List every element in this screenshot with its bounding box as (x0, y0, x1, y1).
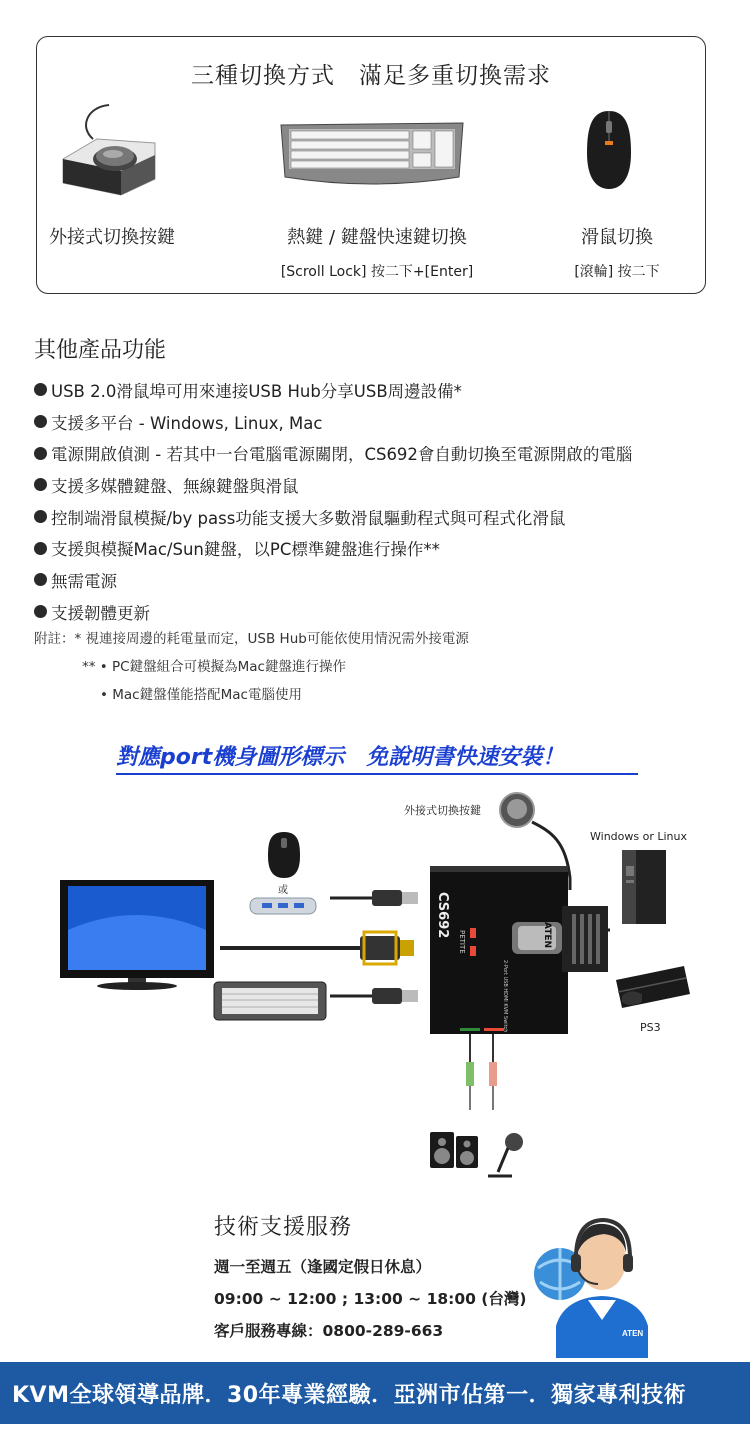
support-title: 技術支援服務 (214, 1215, 353, 1240)
support-time: 09:00 ~ 12:00 ; 13:00 ~ 18:00 (台灣) (214, 1290, 527, 1308)
bullet-icon (34, 383, 47, 396)
features-heading: 其他產品功能 (34, 338, 167, 363)
ps3-label: PS3 (640, 1021, 661, 1034)
connection-diagram (0, 780, 750, 1190)
small-keyboard-icon (214, 982, 326, 1020)
features-list (34, 374, 632, 628)
bullet-icon (34, 605, 47, 618)
support-agent-illustration (526, 1208, 676, 1358)
or-label: 或 (278, 885, 288, 896)
speakers-icon (430, 1132, 478, 1168)
remote-switch-image (57, 97, 167, 197)
support-hotline: 客戶服務專線：0800-289-663 (214, 1322, 444, 1340)
ps3-icon (616, 966, 690, 1008)
feature-item (34, 501, 632, 533)
method-hotkey (227, 223, 527, 281)
bullet-icon (34, 542, 47, 555)
feature-item (34, 564, 632, 596)
method-mouse (537, 223, 697, 281)
method-hotkey-sub: [Scroll Lock] 按二下+[Enter] (280, 264, 474, 280)
small-mouse-icon (268, 832, 300, 878)
switch-methods-title: 三種切換方式 滿足多重切換需求 (191, 63, 551, 89)
feature-text: 支援與模擬Mac/Sun鍵盤，以PC標準鍵盤進行操作** (51, 540, 440, 560)
footer-text: KVM全球領導品牌．30年專業經驗．亞洲市佔第一．獨家專利技術 (12, 1382, 687, 1408)
feature-item (34, 406, 632, 438)
keyboard-image (277, 115, 467, 187)
feature-item (34, 596, 632, 628)
slogan: 對應port機身圖形標示 免說明書快速安裝！ (116, 740, 638, 775)
feature-item (34, 532, 632, 564)
footer-banner (0, 1362, 750, 1424)
feature-text: 支援韌體更新 (51, 603, 150, 623)
method-mouse-label: 滑鼠切換 (581, 227, 653, 248)
device-desc: 2-Port USB HDMI KVM Switch (502, 960, 508, 1033)
support-days: 週一至週五（逢國定假日休息） (214, 1258, 432, 1276)
feature-item (34, 437, 632, 469)
pc-label: Windows or Linux (590, 830, 687, 843)
footnote-1: 附註：* 視連接周邊的耗電量而定，USB Hub可能依使用情況需外接電源 (34, 631, 469, 647)
method-remote-label: 外接式切換按鍵 (49, 227, 175, 248)
remote-label: 外接式切換按鍵 (404, 804, 481, 817)
footnote-3: • Mac鍵盤僅能搭配Mac電腦使用 (100, 687, 302, 703)
bullet-icon (34, 573, 47, 586)
bullet-icon (34, 478, 47, 491)
footnote-2: ** • PC鍵盤組合可模擬為Mac鍵盤進行操作 (82, 659, 346, 675)
method-remote (37, 223, 187, 249)
method-hotkey-label: 熱鍵 / 鍵盤快速鍵切換 (287, 227, 467, 248)
bullet-icon (34, 510, 47, 523)
mouse-image (583, 107, 635, 193)
headset-logo-text: ATEN (622, 1329, 644, 1338)
feature-text: 支援多平台 - Windows, Linux, Mac (51, 413, 323, 433)
monitor-icon (60, 880, 214, 990)
pc-tower-icon (622, 850, 666, 924)
usb-hub-icon (250, 898, 316, 914)
bullet-icon (34, 415, 47, 428)
device-brand: ATEN (542, 922, 552, 949)
feature-text: 無需電源 (51, 571, 117, 591)
device-model: CS692 (435, 892, 450, 939)
feature-item (34, 469, 632, 501)
feature-text: 電源開啟偵測 - 若其中一台電腦電源關閉，CS692會自動切換至電源開啟的電腦 (51, 445, 633, 465)
kvm-device-icon (430, 866, 608, 1034)
feature-text: 控制端滑鼠模擬/by pass功能支援大多數滑鼠驅動程式與可程式化滑鼠 (51, 508, 566, 528)
switch-methods-panel (36, 36, 706, 294)
feature-item (34, 374, 632, 406)
feature-text: 支援多媒體鍵盤、無線鍵盤與滑鼠 (51, 476, 299, 496)
method-mouse-sub: [滾輪] 按二下 (574, 264, 660, 280)
bullet-icon (34, 447, 47, 460)
device-sub-brand: PETITE (458, 930, 466, 954)
feature-text: USB 2.0滑鼠埠可用來連接USB Hub分享USB周邊設備* (51, 381, 462, 401)
microphone-icon (488, 1133, 523, 1176)
